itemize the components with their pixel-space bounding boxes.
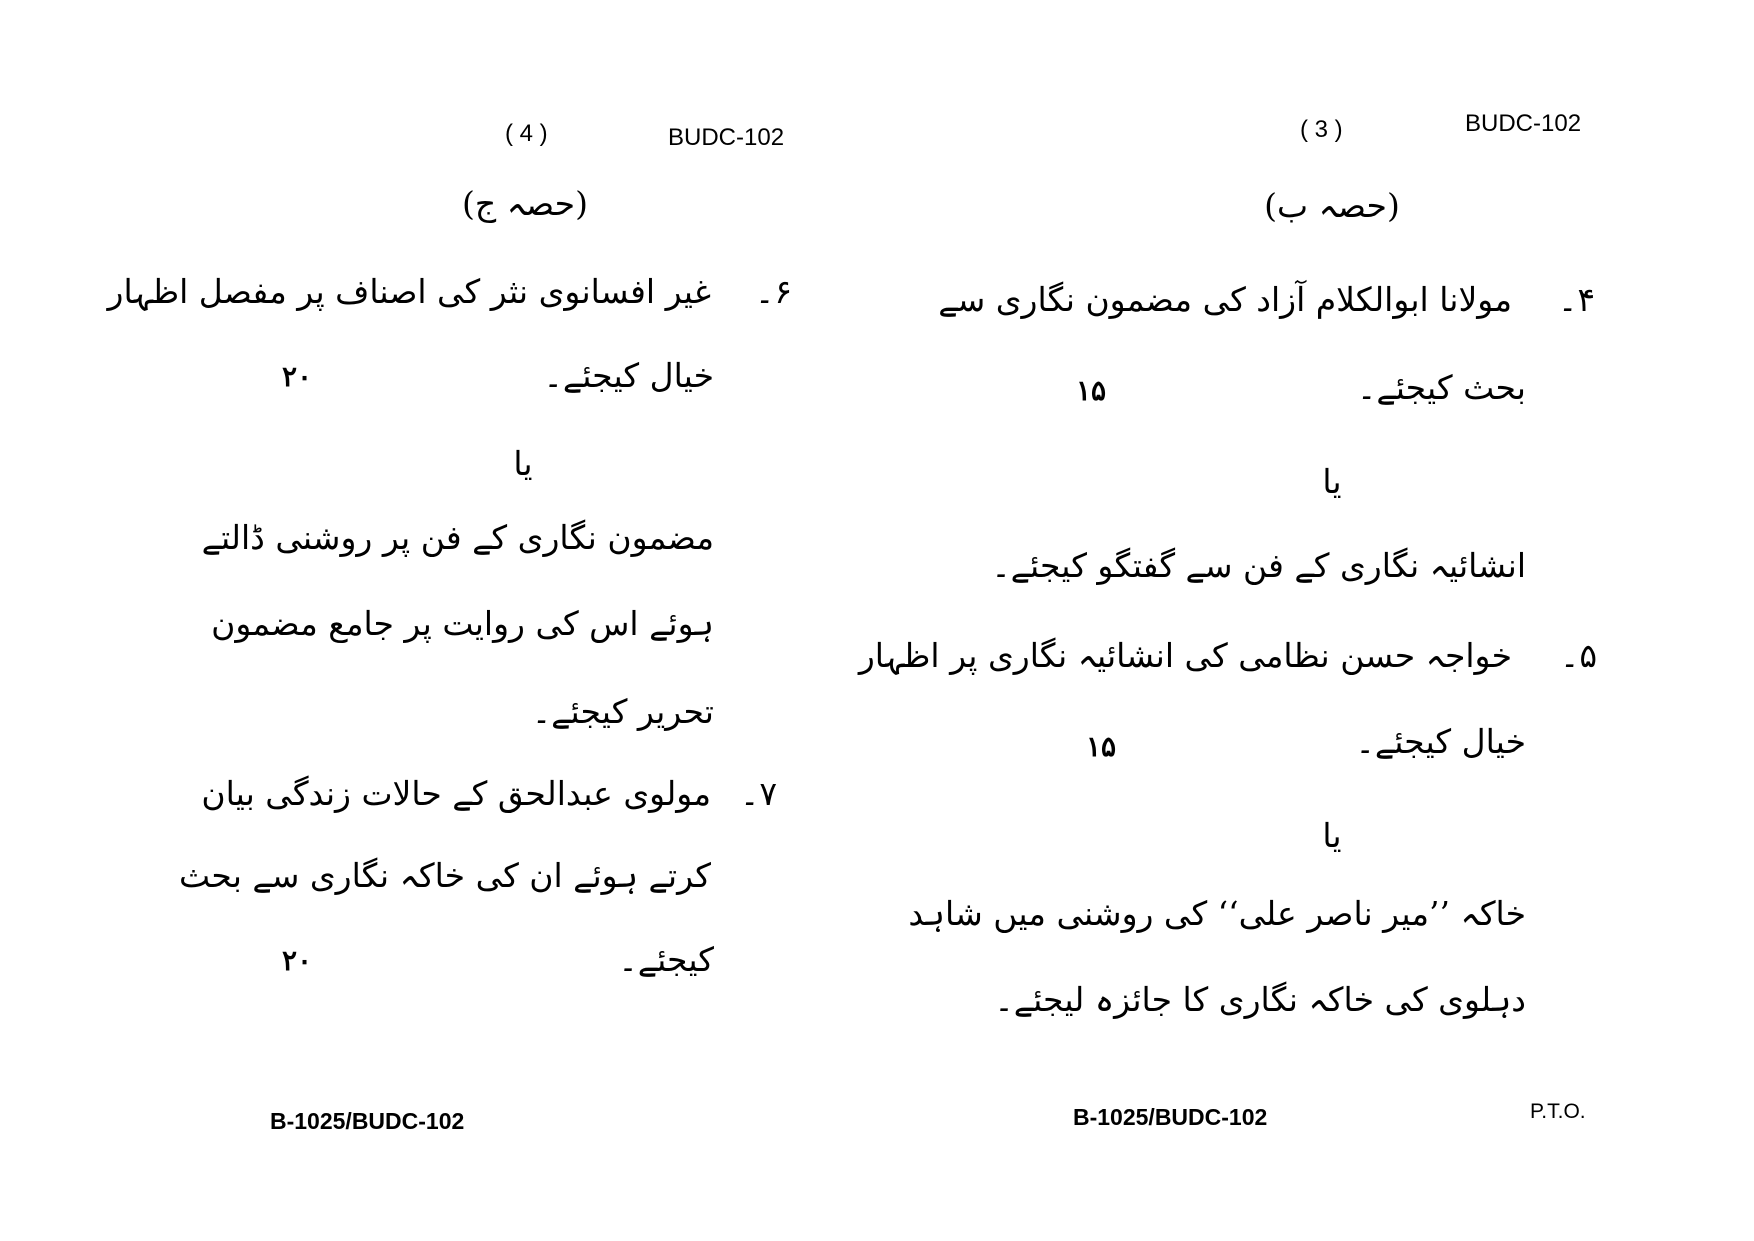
right-page-number: ( 3 )	[1300, 116, 1343, 143]
q7-number: ۷۔	[740, 774, 778, 813]
q4-line1: مولانا ابوالکلام آزاد کی مضمون نگاری سے	[938, 280, 1512, 319]
q4-line2: بحث کیجئے۔	[1357, 368, 1526, 407]
right-section-heading: (حصہ ب)	[1264, 186, 1400, 225]
right-course-code: BUDC-102	[1465, 110, 1582, 137]
q7-line1: مولوی عبدالحق کے حالات زندگی بیان	[201, 774, 711, 813]
left-page-number: ( 4 )	[505, 120, 548, 147]
q4-alt-line1: انشائیہ نگاری کے فن سے گفتگو کیجئے۔	[991, 546, 1526, 585]
q6-alt-line2: ہوئے اس کی روایت پر جامع مضمون	[211, 604, 714, 643]
q6-alt-line1: مضمون نگاری کے فن پر روشنی ڈالتے	[201, 518, 714, 557]
q6-line1: غیر افسانوی نثر کی اصناف پر مفصل اظہار	[107, 272, 711, 311]
q7-line3: کیجئے۔	[618, 940, 714, 979]
q5-or: یا	[1322, 816, 1342, 855]
q6-or: یا	[513, 444, 533, 483]
q5-line1: خواجہ حسن نظامی کی انشائیہ نگاری پر اظہار	[858, 636, 1512, 675]
q5-marks: ۱۵	[1086, 730, 1117, 763]
pto-label: P.T.O.	[1530, 1100, 1586, 1123]
q5-alt-line2: دہلوی کی خاکہ نگاری کا جائزہ لیجئے۔	[994, 980, 1526, 1019]
right-footer-code: B-1025/BUDC-102	[1073, 1104, 1268, 1130]
left-course-code: BUDC-102	[668, 124, 785, 151]
q6-number: ۶۔	[755, 272, 793, 311]
q6-marks: ۲۰	[282, 360, 313, 393]
q5-alt-line1: خاکہ ’’میر ناصر علی‘‘ کی روشنی میں شاہد	[908, 894, 1526, 933]
q5-line2: خیال کیجئے۔	[1355, 722, 1526, 761]
q4-or: یا	[1322, 462, 1342, 501]
left-footer-code: B-1025/BUDC-102	[270, 1108, 465, 1134]
q4-marks: ۱۵	[1076, 374, 1107, 407]
q6-alt-line3: تحریر کیجئے۔	[531, 692, 714, 731]
q6-line2: خیال کیجئے۔	[543, 356, 714, 395]
q7-marks: ۲۰	[282, 944, 313, 977]
q7-line2: کرتے ہوئے ان کی خاکہ نگاری سے بحث	[179, 856, 711, 895]
q4-number: ۴۔	[1558, 280, 1596, 319]
q5-number: ۵۔	[1560, 636, 1598, 675]
left-section-heading: (حصہ ج)	[462, 184, 588, 223]
